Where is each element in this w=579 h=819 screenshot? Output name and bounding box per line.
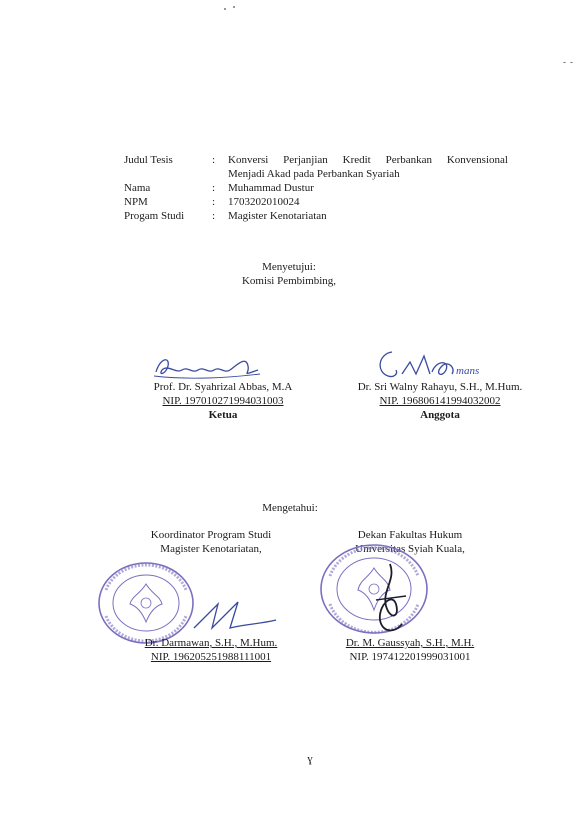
- supervisor-1-role: Ketua: [208, 409, 238, 421]
- signature-coordinator: [190, 598, 280, 632]
- scan-speck: [233, 6, 235, 8]
- supervisor-2-name: Dr. Sri Walny Rahayu, S.H., M.Hum.: [357, 381, 523, 393]
- name-row: [124, 181, 524, 195]
- separator: :: [212, 154, 216, 166]
- page-marker: ɣ: [307, 753, 313, 765]
- title-word: Kredit: [342, 154, 371, 166]
- approval-heading: Menyetujui:: [262, 261, 316, 273]
- separator: :: [212, 182, 216, 194]
- title-word: Konversi: [228, 154, 269, 166]
- signature-supervisor-2: [372, 346, 502, 382]
- coordinator-name: Dr. Darmawan, S.H., M.Hum.: [144, 637, 278, 649]
- supervisor-1-name: Prof. Dr. Syahrizal Abbas, M.A: [153, 381, 293, 393]
- dean-title-2: Universitas Syiah Kuala,: [355, 543, 465, 555]
- dean-name: Dr. M. Gaussyah, S.H., M.H.: [345, 637, 475, 649]
- thesis-info: [124, 153, 524, 223]
- scan-speck: [570, 62, 573, 63]
- student-name: Muhammad Dustur: [228, 182, 314, 194]
- signature-supervisor-1: [148, 352, 268, 382]
- dean-title-1: Dekan Fakultas Hukum: [357, 529, 463, 541]
- dean-nip: NIP. 197412201999031001: [349, 651, 471, 663]
- thesis-title-row: [124, 153, 524, 181]
- title-line-2: Menjadi Akad pada Perbankan Syariah: [228, 168, 400, 180]
- title-word: Konvensional: [446, 154, 508, 166]
- signature-dean: [366, 560, 416, 640]
- university-stamp-coordinator: [96, 560, 196, 646]
- label-nama: Nama: [124, 182, 151, 194]
- svg-text:mans: mans: [456, 365, 480, 377]
- program-row: [124, 209, 524, 223]
- supervisor-2-role: Anggota: [420, 409, 460, 421]
- coordinator-title-1: Koordinator Program Studi: [150, 529, 272, 541]
- coordinator-title-2: Magister Kenotariatan,: [160, 543, 262, 555]
- npm-row: [124, 195, 524, 209]
- separator: :: [212, 210, 216, 222]
- title-word: Perbankan: [385, 154, 433, 166]
- supervisor-1-nip: NIP. 197010271994031003: [162, 395, 284, 407]
- thesis-title-value: [228, 153, 508, 181]
- title-word: Perjanjian: [283, 154, 328, 166]
- student-npm: 1703202010024: [228, 196, 300, 208]
- scan-speck: [563, 62, 566, 63]
- acknowledge-heading: Mengetahui:: [262, 502, 318, 514]
- title-line-1: [228, 153, 508, 167]
- scan-speck: [224, 8, 226, 10]
- label-judul: Judul Tesis: [124, 154, 173, 166]
- label-program: Progam Studi: [124, 210, 185, 222]
- coordinator-nip: NIP. 196205251988111001: [150, 651, 272, 663]
- committee-label: Komisi Pembimbing,: [241, 275, 337, 287]
- supervisor-2-nip: NIP. 196806141994032002: [379, 395, 501, 407]
- study-program: Magister Kenotariatan: [228, 210, 327, 222]
- label-npm: NPM: [124, 196, 148, 208]
- separator: :: [212, 196, 216, 208]
